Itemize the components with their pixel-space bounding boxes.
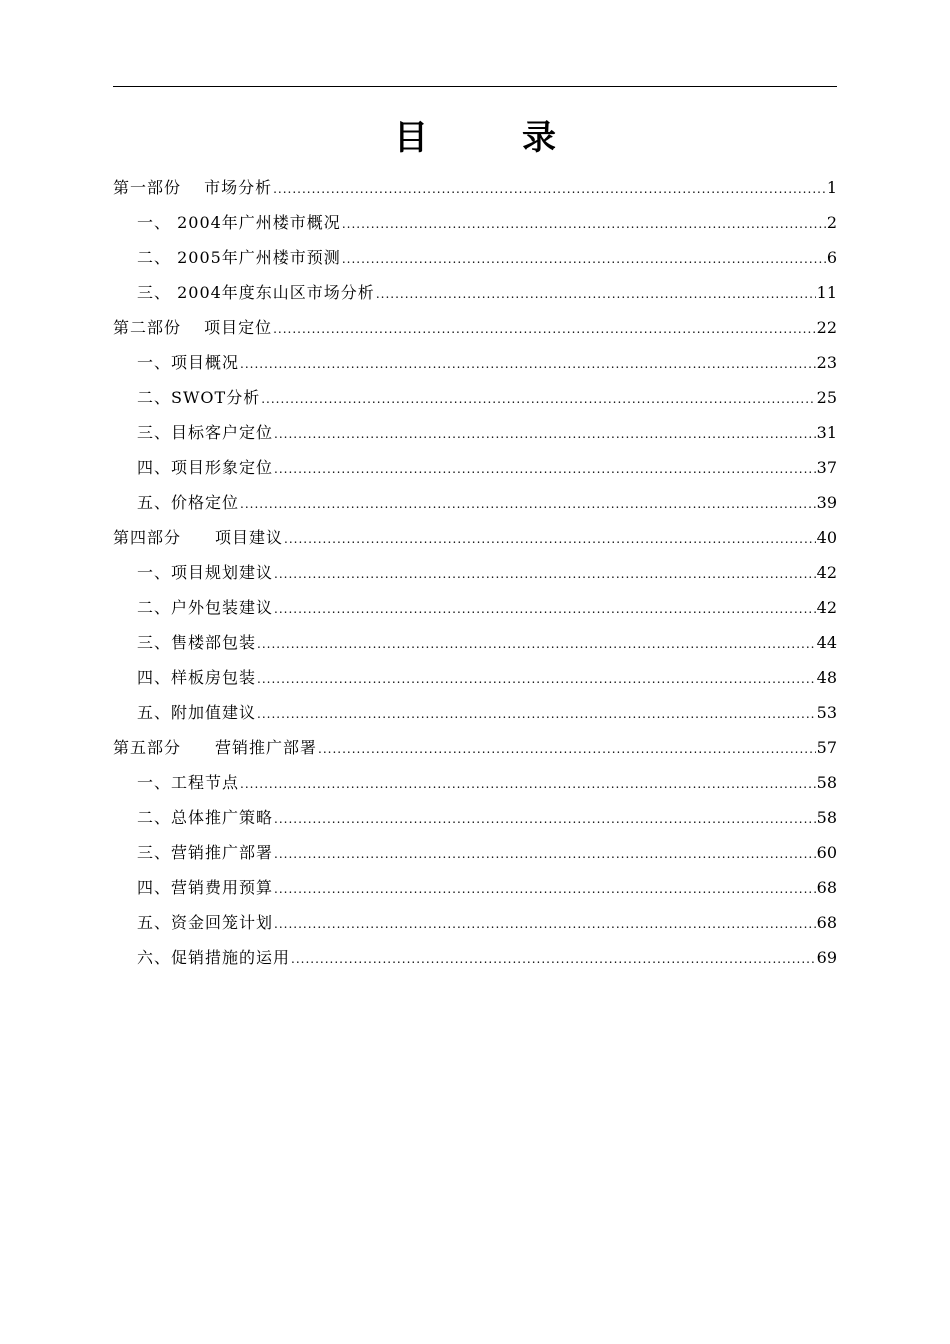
toc-dot-leader: [318, 732, 816, 767]
toc-entry-label: 一、项目概况: [137, 353, 240, 372]
toc-entry-label: 二、总体推广策略: [137, 808, 274, 827]
toc-entry-label: 二、 2005年广州楼市预测: [137, 248, 341, 267]
toc-entry-label: 五、资金回笼计划: [137, 913, 274, 932]
toc-section-entry[interactable]: [113, 170, 837, 205]
toc-entry-label: 第四部分 项目建议: [113, 528, 284, 547]
toc-dot-leader: [274, 452, 816, 487]
toc-page-number: 39: [816, 493, 837, 512]
toc-dot-leader: [257, 697, 816, 732]
toc-page-number: 11: [816, 283, 837, 302]
toc-dot-leader: [274, 557, 816, 592]
toc-entry-label: 四、样板房包装: [137, 668, 257, 687]
toc-entry-label: 三、售楼部包装: [137, 633, 257, 652]
toc-dot-leader: [274, 417, 816, 452]
toc-dot-leader: [274, 802, 816, 837]
toc-dot-leader: [274, 837, 816, 872]
toc-entry-label: 一、 2004年广州楼市概况: [137, 213, 341, 232]
toc-page-number: 58: [816, 808, 837, 827]
toc-dot-leader: [274, 872, 816, 907]
toc-subsection-entry[interactable]: [113, 275, 837, 310]
toc-entry-label: 第五部分 营销推广部署: [113, 738, 318, 757]
toc-dot-leader: [273, 312, 816, 347]
toc-dot-leader: [240, 767, 816, 802]
toc-page-number: 60: [816, 843, 837, 862]
toc-section-entry[interactable]: [113, 520, 837, 555]
toc-page-number: 69: [816, 948, 837, 967]
toc-subsection-entry[interactable]: [113, 380, 837, 415]
toc-entry-label: 一、项目规划建议: [137, 563, 274, 582]
toc-dot-leader: [274, 907, 816, 942]
toc-dot-leader: [257, 627, 816, 662]
toc-subsection-entry[interactable]: [113, 870, 837, 905]
toc-dot-leader: [376, 277, 816, 312]
toc-dot-leader: [342, 207, 826, 242]
toc-entry-label: 四、项目形象定位: [137, 458, 274, 477]
toc-dot-leader: [261, 382, 815, 417]
toc-dot-leader: [342, 242, 826, 277]
toc-section-entry[interactable]: [113, 730, 837, 765]
toc-dot-leader: [284, 522, 816, 557]
toc-dot-leader: [274, 592, 816, 627]
toc-subsection-entry[interactable]: [113, 695, 837, 730]
toc-subsection-entry[interactable]: [113, 415, 837, 450]
toc-subsection-entry[interactable]: [113, 485, 837, 520]
toc-page-number: 40: [816, 528, 837, 547]
toc-subsection-entry[interactable]: [113, 660, 837, 695]
toc-entry-label: 三、营销推广部署: [137, 843, 274, 862]
toc-title: 目 录: [394, 118, 586, 158]
toc-page-number: 57: [816, 738, 837, 757]
toc-dot-leader: [273, 172, 826, 207]
header-rule: [113, 86, 837, 87]
toc-subsection-entry[interactable]: [113, 590, 837, 625]
toc-page-number: 53: [816, 703, 837, 722]
toc-page-number: 42: [816, 598, 837, 617]
toc-entry-label: 第二部份 项目定位: [113, 318, 273, 337]
toc-page-number: 58: [816, 773, 837, 792]
toc-entry-label: 五、价格定位: [137, 493, 240, 512]
toc-page-number: 42: [816, 563, 837, 582]
toc-page-number: 31: [816, 423, 837, 442]
toc-page-number: 6: [826, 248, 837, 267]
toc-subsection-entry[interactable]: [113, 765, 837, 800]
toc-page-number: 44: [816, 633, 837, 652]
toc-page-number: 48: [816, 668, 837, 687]
toc-entry-label: 第一部份 市场分析: [113, 178, 273, 197]
toc-entry-label: 二、户外包装建议: [137, 598, 274, 617]
toc-page-number: 2: [826, 213, 837, 232]
toc-entry-label: 四、营销费用预算: [137, 878, 274, 897]
toc-dot-leader: [257, 662, 816, 697]
toc-entry-label: 六、促销措施的运用: [137, 948, 291, 967]
toc-page-number: 68: [816, 913, 837, 932]
toc-subsection-entry[interactable]: [113, 835, 837, 870]
toc-section-entry[interactable]: [113, 310, 837, 345]
toc-entry-label: 五、附加值建议: [137, 703, 257, 722]
toc-page-number: 37: [816, 458, 837, 477]
toc-subsection-entry[interactable]: [113, 205, 837, 240]
toc-page-number: 68: [816, 878, 837, 897]
toc-subsection-entry[interactable]: [113, 345, 837, 380]
toc-subsection-entry[interactable]: [113, 555, 837, 590]
toc-page-number: 23: [816, 353, 837, 372]
toc-subsection-entry[interactable]: [113, 625, 837, 660]
toc-subsection-entry[interactable]: [113, 240, 837, 275]
toc-dot-leader: [240, 487, 816, 522]
toc-subsection-entry[interactable]: [113, 940, 837, 975]
toc-page-number: 1: [826, 178, 837, 197]
toc-dot-leader: [240, 347, 816, 382]
toc-dot-leader: [291, 942, 816, 977]
toc-entry-label: 一、工程节点: [137, 773, 240, 792]
toc-subsection-entry[interactable]: [113, 450, 837, 485]
toc-entry-label: 二、SWOT分析: [137, 388, 261, 407]
toc-entry-label: 三、 2004年度东山区市场分析: [137, 283, 375, 302]
toc-page-number: 22: [816, 318, 837, 337]
toc-subsection-entry[interactable]: [113, 800, 837, 835]
toc-entry-label: 三、目标客户定位: [137, 423, 274, 442]
table-of-contents: [113, 170, 837, 975]
toc-page-number: 25: [816, 388, 837, 407]
toc-subsection-entry[interactable]: [113, 905, 837, 940]
